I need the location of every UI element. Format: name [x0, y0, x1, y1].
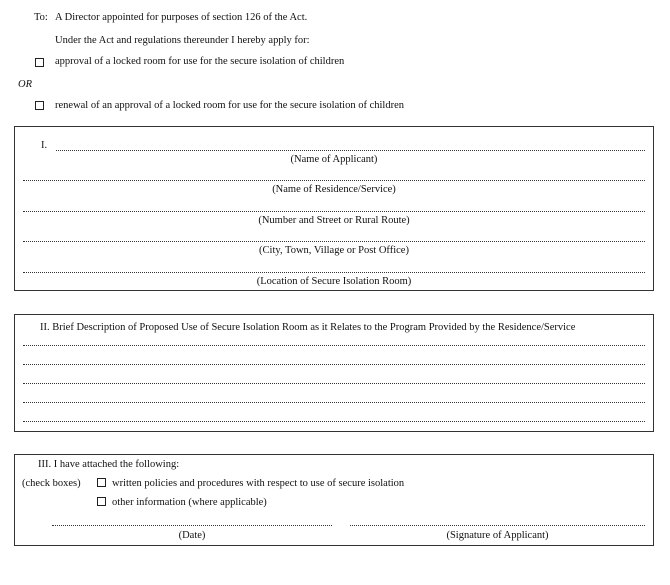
check-boxes-label: (check boxes) [22, 478, 81, 489]
other-info-checkbox[interactable] [97, 497, 106, 506]
other-info-option-label: other information (where applicable) [112, 497, 267, 508]
policies-checkbox[interactable] [97, 478, 106, 487]
room-location-caption: (Location of Secure Isolation Room) [256, 276, 412, 287]
residence-name-field[interactable] [23, 180, 645, 181]
signature-field[interactable] [350, 525, 645, 526]
attachments-section [14, 454, 654, 546]
description-line[interactable] [23, 421, 645, 422]
signature-caption: (Signature of Applicant) [446, 530, 549, 541]
approval-checkbox[interactable] [35, 58, 44, 67]
applicant-details-section [14, 126, 654, 291]
description-line[interactable] [23, 383, 645, 384]
renewal-checkbox[interactable] [35, 101, 44, 110]
policies-option-label: written policies and procedures with respect to use of secure isolation [112, 478, 405, 489]
proposed-use-section [14, 314, 654, 432]
city-caption: (City, Town, Village or Post Office) [259, 245, 409, 256]
applicant-name-caption: (Name of Applicant) [290, 154, 378, 165]
renewal-option-label: renewal of an approval of a locked room for use for the secure isolation of children [55, 100, 404, 111]
street-field[interactable] [23, 211, 645, 212]
date-caption: (Date) [178, 530, 206, 541]
date-field[interactable] [52, 525, 332, 526]
or-label: OR [18, 79, 32, 90]
to-label: To: [34, 12, 48, 23]
application-intro: Under the Act and regulations thereunder I hereby apply for: [55, 35, 310, 46]
description-line[interactable] [23, 364, 645, 365]
section-i-numeral: I. [41, 140, 48, 151]
section-iii-title: III. I have attached the following: [38, 459, 180, 470]
addressee-text: A Director appointed for purposes of section 126 of the Act. [55, 12, 308, 23]
street-caption: (Number and Street or Rural Route) [258, 215, 410, 226]
description-line[interactable] [23, 402, 645, 403]
section-ii-title: II. Brief Description of Proposed Use of Secure Isolation Room as it Relates to the Program Provided by the Residence/Service [40, 322, 576, 333]
applicant-name-field[interactable] [56, 150, 645, 151]
description-line[interactable] [23, 345, 645, 346]
room-location-field[interactable] [23, 272, 645, 273]
city-field[interactable] [23, 241, 645, 242]
residence-name-caption: (Name of Residence/Service) [272, 184, 396, 195]
approval-option-label: approval of a locked room for use for the secure isolation of children [55, 56, 345, 67]
